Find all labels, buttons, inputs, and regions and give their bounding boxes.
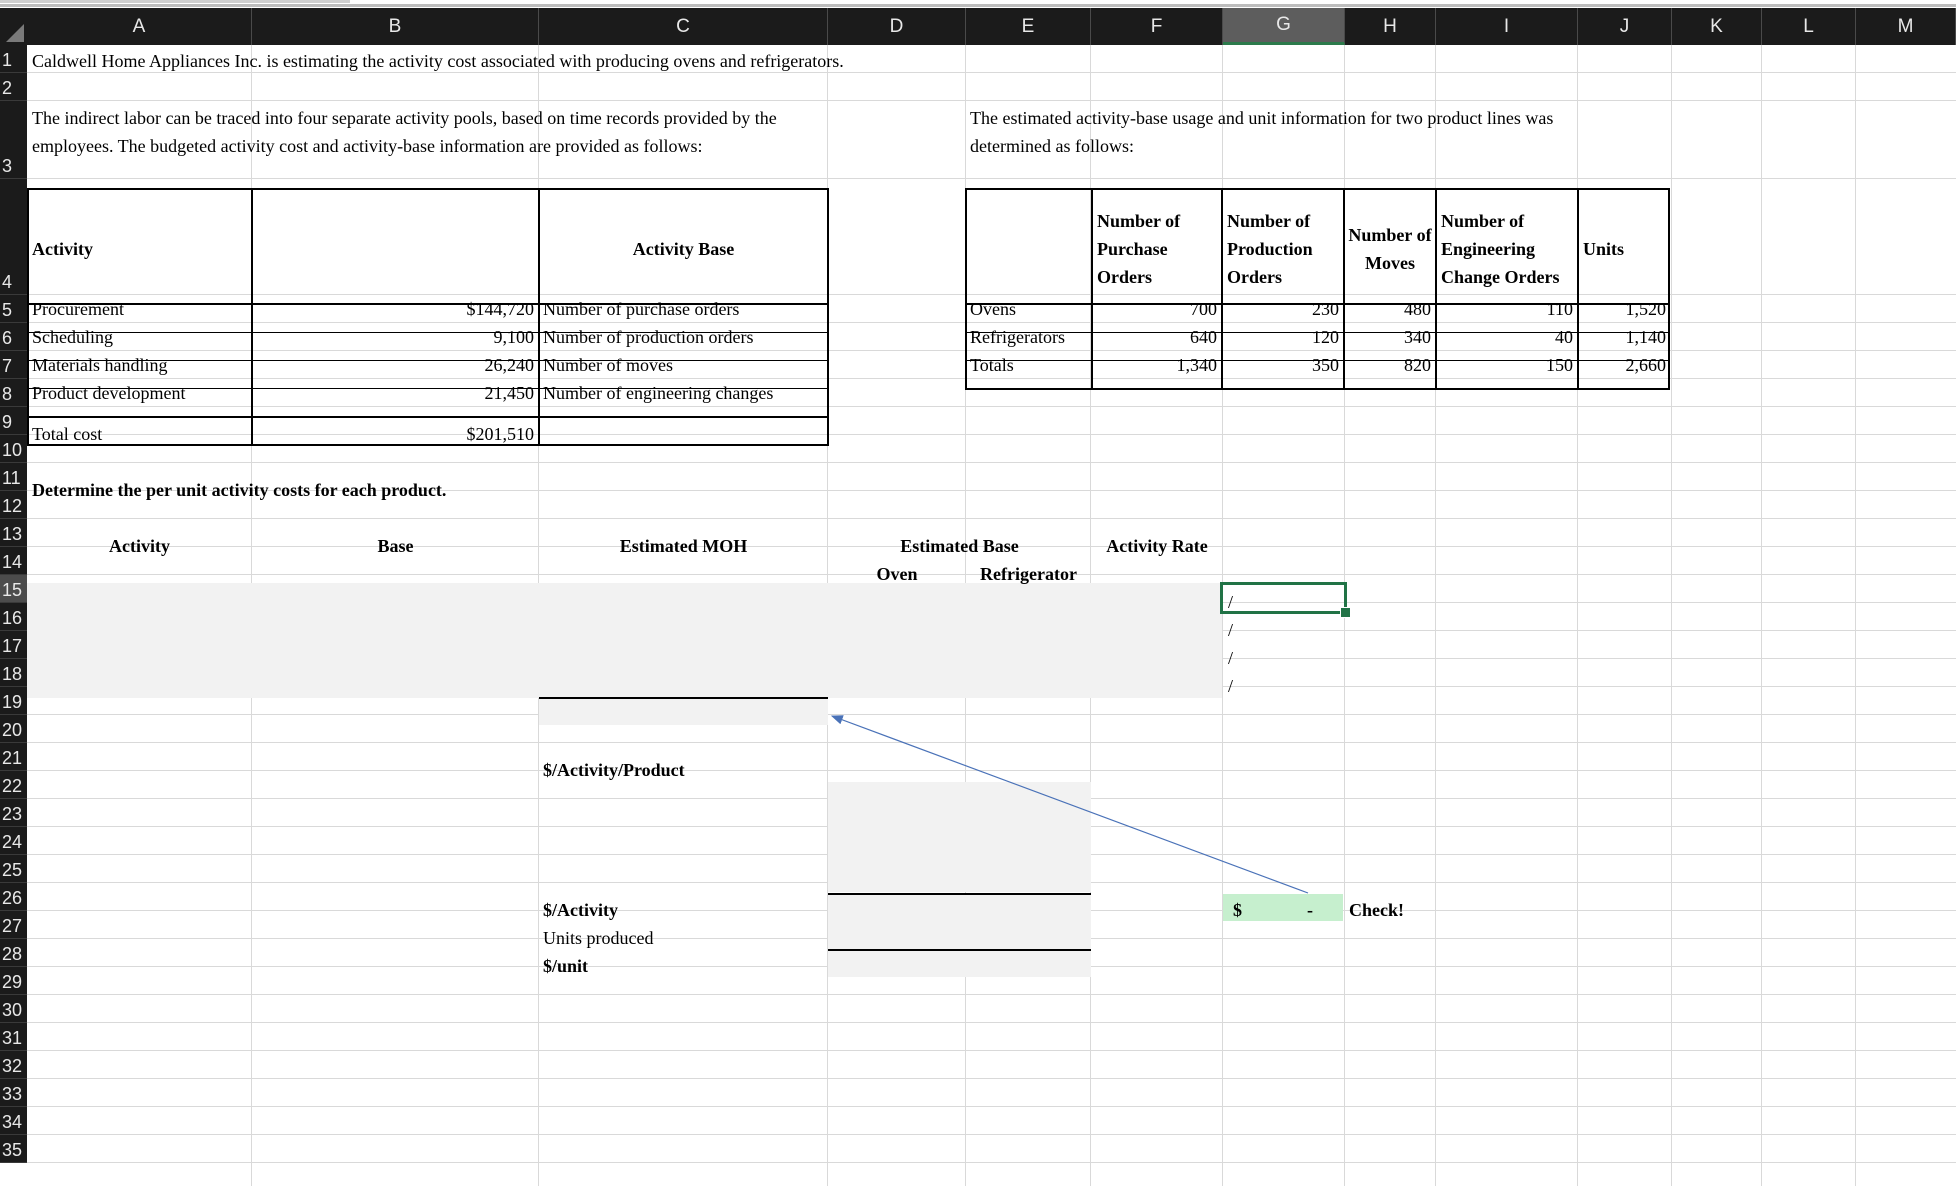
usage-value: 120 [1312,327,1339,347]
rate-slash: / [1228,676,1234,696]
row-header-16[interactable]: 16 [0,603,27,631]
activity-cost: $144,720 [466,299,534,319]
row-header-20[interactable]: 20 [0,715,27,743]
activity-base: Number of moves [543,355,673,375]
row-header-34[interactable]: 34 [0,1107,27,1135]
column-header-f[interactable]: F [1091,8,1223,45]
input-per-activity[interactable] [828,894,1091,949]
row-header-6[interactable]: 6 [0,323,27,351]
row-header-15[interactable]: 15 [0,575,27,603]
usage-header-moves: Number of Moves [1348,225,1432,273]
per-unit-label: $/unit [543,956,589,976]
usage-value: 110 [1546,299,1573,319]
row-header-1[interactable]: 1 [0,45,27,73]
column-header-e[interactable]: E [966,8,1091,45]
row-header-4[interactable]: 4 [0,179,27,295]
activity-cost: 26,240 [484,355,534,375]
activity-name: Materials handling [32,355,168,375]
calc-header-refrigerator: Refrigerator [980,564,1077,584]
usage-header-purchase-orders: Number of Purchase Orders [1097,211,1181,287]
column-header-c[interactable]: C [539,8,828,45]
activity-base-header: Activity Base [632,239,735,259]
row-header-18[interactable]: 18 [0,659,27,687]
usage-row-label: Ovens [970,299,1016,319]
intro-text: Caldwell Home Appliances Inc. is estimating the activity cost associated with producing ovens and refrigerators. [32,51,844,71]
row-header-35[interactable]: 35 [0,1135,27,1163]
row-header-24[interactable]: 24 [0,827,27,855]
activity-base: Number of engineering changes [543,383,774,403]
usage-row-label: Totals [970,355,1014,375]
row-header-13[interactable]: 13 [0,519,27,547]
row-header-21[interactable]: 21 [0,743,27,771]
total-cost-value: $201,510 [466,424,534,444]
usage-value: 700 [1190,299,1217,319]
per-activity-label: $/Activity [543,900,618,920]
calc-header-estimated-moh: Estimated MOH [619,536,748,556]
active-cell-g15[interactable] [1220,582,1347,614]
input-area-rows-15-18[interactable] [27,583,1222,698]
usage-header-production-orders: Number of Production Orders [1227,211,1313,287]
column-header-g[interactable]: G [1223,8,1345,45]
row-header-2[interactable]: 2 [0,73,27,101]
activity-name: Product development [32,383,186,403]
usage-value: 230 [1312,299,1339,319]
column-header-b[interactable]: B [252,8,539,45]
calc-header-oven: Oven [876,564,918,584]
row-header-32[interactable]: 32 [0,1051,27,1079]
units-produced-label: Units produced [543,928,654,948]
input-per-unit[interactable] [828,950,1091,977]
row-header-27[interactable]: 27 [0,911,27,939]
rate-slash: / [1228,648,1234,668]
row-header-14[interactable]: 14 [0,547,27,575]
row-header-22[interactable]: 22 [0,771,27,799]
row-header-29[interactable]: 29 [0,967,27,995]
row-header-31[interactable]: 31 [0,1023,27,1051]
activity-base: Number of production orders [543,327,754,347]
check-label: Check! [1349,900,1404,920]
column-header-l[interactable]: L [1762,8,1856,45]
rate-slash: / [1228,620,1234,640]
usage-value: 820 [1404,355,1431,375]
usage-header-engineering: Number of Engineering Change Orders [1441,211,1560,287]
calc-header-base: Base [377,536,414,556]
usage-header-units: Units [1583,239,1625,259]
row-header-26[interactable]: 26 [0,883,27,911]
column-header-h[interactable]: H [1345,8,1436,45]
per-activity-product-label: $/Activity/Product [543,760,685,780]
input-activity-product[interactable] [828,782,1091,892]
check-dollar: $ [1233,900,1242,920]
column-header-i[interactable]: I [1436,8,1578,45]
usage-value: 640 [1190,327,1217,347]
usage-value: 1,520 [1625,299,1666,319]
row-header-9[interactable]: 9 [0,407,27,435]
row-header-11[interactable]: 11 [0,463,27,491]
calc-header-activity: Activity [109,536,170,556]
toolbar-strip [0,0,1956,8]
right-description: The estimated activity-base usage and unit information for two product lines was determined as follows: [970,108,1554,156]
fill-handle[interactable] [1340,607,1351,618]
calc-header-estimated-base: Estimated Base [900,536,1019,556]
select-all-corner[interactable] [0,8,27,45]
row-header-28[interactable]: 28 [0,939,27,967]
row-header-30[interactable]: 30 [0,995,27,1023]
row-header-10[interactable]: 10 [0,435,27,463]
task-heading: Determine the per unit activity costs for each product. [32,480,447,500]
row-header-17[interactable]: 17 [0,631,27,659]
usage-value: 2,660 [1625,355,1666,375]
row-header-5[interactable]: 5 [0,295,27,323]
column-header-j[interactable]: J [1578,8,1672,45]
input-total-moh[interactable] [539,698,828,725]
rate-slash: / [1228,592,1234,612]
row-header-3[interactable]: 3 [0,101,27,179]
column-header-a[interactable]: A [27,8,252,45]
activity-base: Number of purchase orders [543,299,740,319]
column-header-m[interactable]: M [1856,8,1956,45]
row-header-7[interactable]: 7 [0,351,27,379]
activity-header: Activity [32,239,93,259]
usage-value: 1,140 [1625,327,1666,347]
row-header-33[interactable]: 33 [0,1079,27,1107]
check-value: - [1307,900,1313,920]
activity-name: Scheduling [32,327,113,347]
row-header-19[interactable]: 19 [0,687,27,715]
usage-row-label: Refrigerators [970,327,1065,347]
usage-value: 480 [1404,299,1431,319]
row-header-8[interactable]: 8 [0,379,27,407]
row-header-23[interactable]: 23 [0,799,27,827]
usage-value: 150 [1546,355,1573,375]
activity-cost: 9,100 [493,327,534,347]
column-header-d[interactable]: D [828,8,966,45]
column-header-k[interactable]: K [1672,8,1762,45]
usage-value: 40 [1555,327,1573,347]
left-description: The indirect labor can be traced into four separate activity pools, based on time records provided by the employees. The budgeted activity cost and activity-base information are provided as follows: [32,108,777,156]
calc-header-activity-rate: Activity Rate [1106,536,1208,556]
row-header-25[interactable]: 25 [0,855,27,883]
usage-value: 340 [1404,327,1431,347]
usage-value: 350 [1312,355,1339,375]
usage-value: 1,340 [1176,355,1217,375]
activity-cost: 21,450 [484,383,534,403]
total-cost-label: Total cost [32,424,103,444]
activity-name: Procurement [32,299,124,319]
row-header-12[interactable]: 12 [0,491,27,519]
